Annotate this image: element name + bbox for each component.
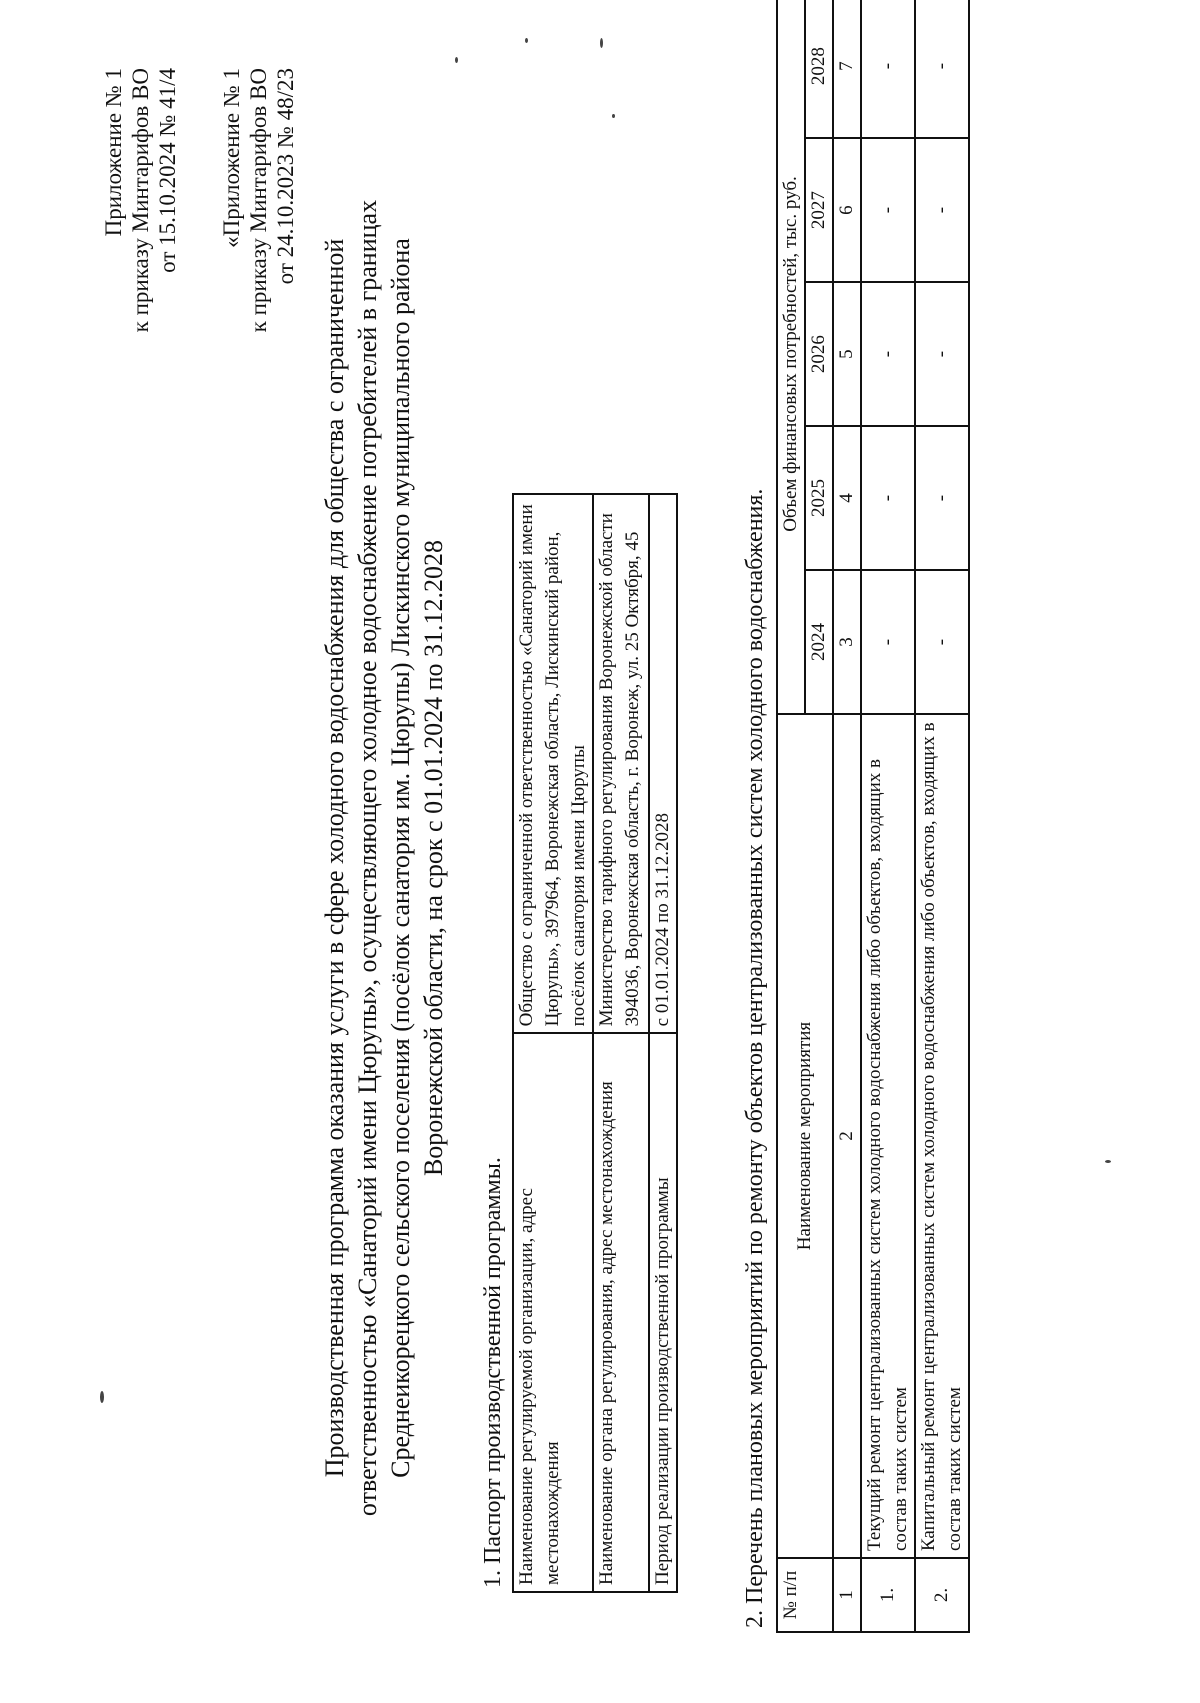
year-header: 2025 xyxy=(805,426,833,570)
year-header: 2026 xyxy=(805,282,833,426)
table-row xyxy=(513,494,593,1592)
document-title xyxy=(318,148,450,1568)
value-cell: - xyxy=(861,0,915,138)
value-cell: - xyxy=(861,570,915,714)
value-cell: - xyxy=(861,138,915,282)
passport-value: Министерство тарифного регулирования Воронежской области 394036, Воронежская область, г. Воронеж, ул. 25 Октября, 45 xyxy=(593,494,649,1033)
table-row xyxy=(593,494,649,1592)
table-index-row xyxy=(833,0,861,1632)
table-row xyxy=(915,0,969,1632)
annex-line: к приказу Минтарифов ВО xyxy=(246,68,271,333)
annex-line: от 15.10.2024 № 41/4 xyxy=(155,68,180,273)
scan-speck xyxy=(455,57,458,63)
year-header: 2024 xyxy=(805,570,833,714)
year-header: 2027 xyxy=(805,138,833,282)
scan-speck xyxy=(525,38,528,43)
index-cell: 3 xyxy=(833,570,861,714)
row-number: 2. xyxy=(915,1558,969,1632)
value-cell: - xyxy=(915,0,969,138)
index-cell: 6 xyxy=(833,138,861,282)
title-line: Воронежской области, на срок с 01.01.2024 по 31.12.2028 xyxy=(419,539,448,1177)
table-row xyxy=(649,494,677,1592)
value-cell: - xyxy=(915,138,969,282)
scan-speck xyxy=(612,114,615,118)
scan-speck xyxy=(100,1391,104,1403)
passport-value: с 01.01.2024 по 31.12.2028 xyxy=(649,494,677,1033)
value-cell: - xyxy=(861,426,915,570)
index-cell: 1 xyxy=(833,1558,861,1632)
table-row xyxy=(861,0,915,1632)
annex-header-previous xyxy=(218,68,299,398)
section-1-heading: 1. Паспорт производственной программы. xyxy=(480,1157,506,1588)
col-volume-header: Объем финансовых потребностей, тыс. руб. xyxy=(777,0,805,714)
table-header-row xyxy=(777,0,805,1632)
year-header: 2028 xyxy=(805,0,833,138)
annex-line: к приказу Минтарифов ВО xyxy=(128,68,153,333)
measure-name: Текущий ремонт централизованных систем холодного водоснабжения либо объектов, входящих в состав таких систем xyxy=(861,714,915,1558)
index-cell: 2 xyxy=(833,714,861,1558)
scan-speck xyxy=(1105,1160,1111,1163)
section-2-heading: 2. Перечень плановых мероприятий по ремонту объектов централизованных систем холодного водоснабжения. xyxy=(742,488,768,1628)
passport-value: Общество с ограниченной ответственностью «Санаторий имени Цюрупы», 397964, Воронежская область, Лискинский район, посёлок санатория имени Цюрупы xyxy=(513,494,593,1033)
measure-name: Капитальный ремонт централизованных систем холодного водоснабжения либо объектов, входящих в состав таких систем xyxy=(915,714,969,1558)
title-line: Производственная программа оказания услуги в сфере холодного водоснабжения для общества с ограниченной xyxy=(320,238,349,1478)
scan-speck xyxy=(600,38,603,48)
index-cell: 7 xyxy=(833,0,861,138)
title-line: Среднеикорецкого сельского поселения (посёлок санатория им. Цюрупы) Лискинского муниципального района xyxy=(386,238,415,1478)
annex-line: от 24.10.2023 № 48/23 xyxy=(273,68,298,285)
passport-key: Наименование регулируемой организации, адрес местонахождения xyxy=(513,1033,593,1592)
passport-table xyxy=(512,493,678,1593)
index-cell: 4 xyxy=(833,426,861,570)
value-cell: - xyxy=(915,570,969,714)
index-cell: 5 xyxy=(833,282,861,426)
value-cell: - xyxy=(861,282,915,426)
title-line: ответственностью «Санаторий имени Цюрупы», осуществляющего холодное водоснабжение потребителей в границах xyxy=(353,199,382,1517)
col-number-header: № п/п xyxy=(777,1558,833,1632)
annex-line: Приложение № 1 xyxy=(101,68,126,237)
annex-header-current xyxy=(100,68,181,398)
passport-key: Период реализации производственной программы xyxy=(649,1033,677,1592)
repair-measures-table xyxy=(776,0,970,1633)
passport-key: Наименование органа регулирования, адрес местонахождения xyxy=(593,1033,649,1592)
value-cell: - xyxy=(915,282,969,426)
value-cell: - xyxy=(915,426,969,570)
col-name-header: Наименование мероприятия xyxy=(777,714,833,1558)
annex-line: «Приложение № 1 xyxy=(219,68,244,248)
row-number: 1. xyxy=(861,1558,915,1632)
